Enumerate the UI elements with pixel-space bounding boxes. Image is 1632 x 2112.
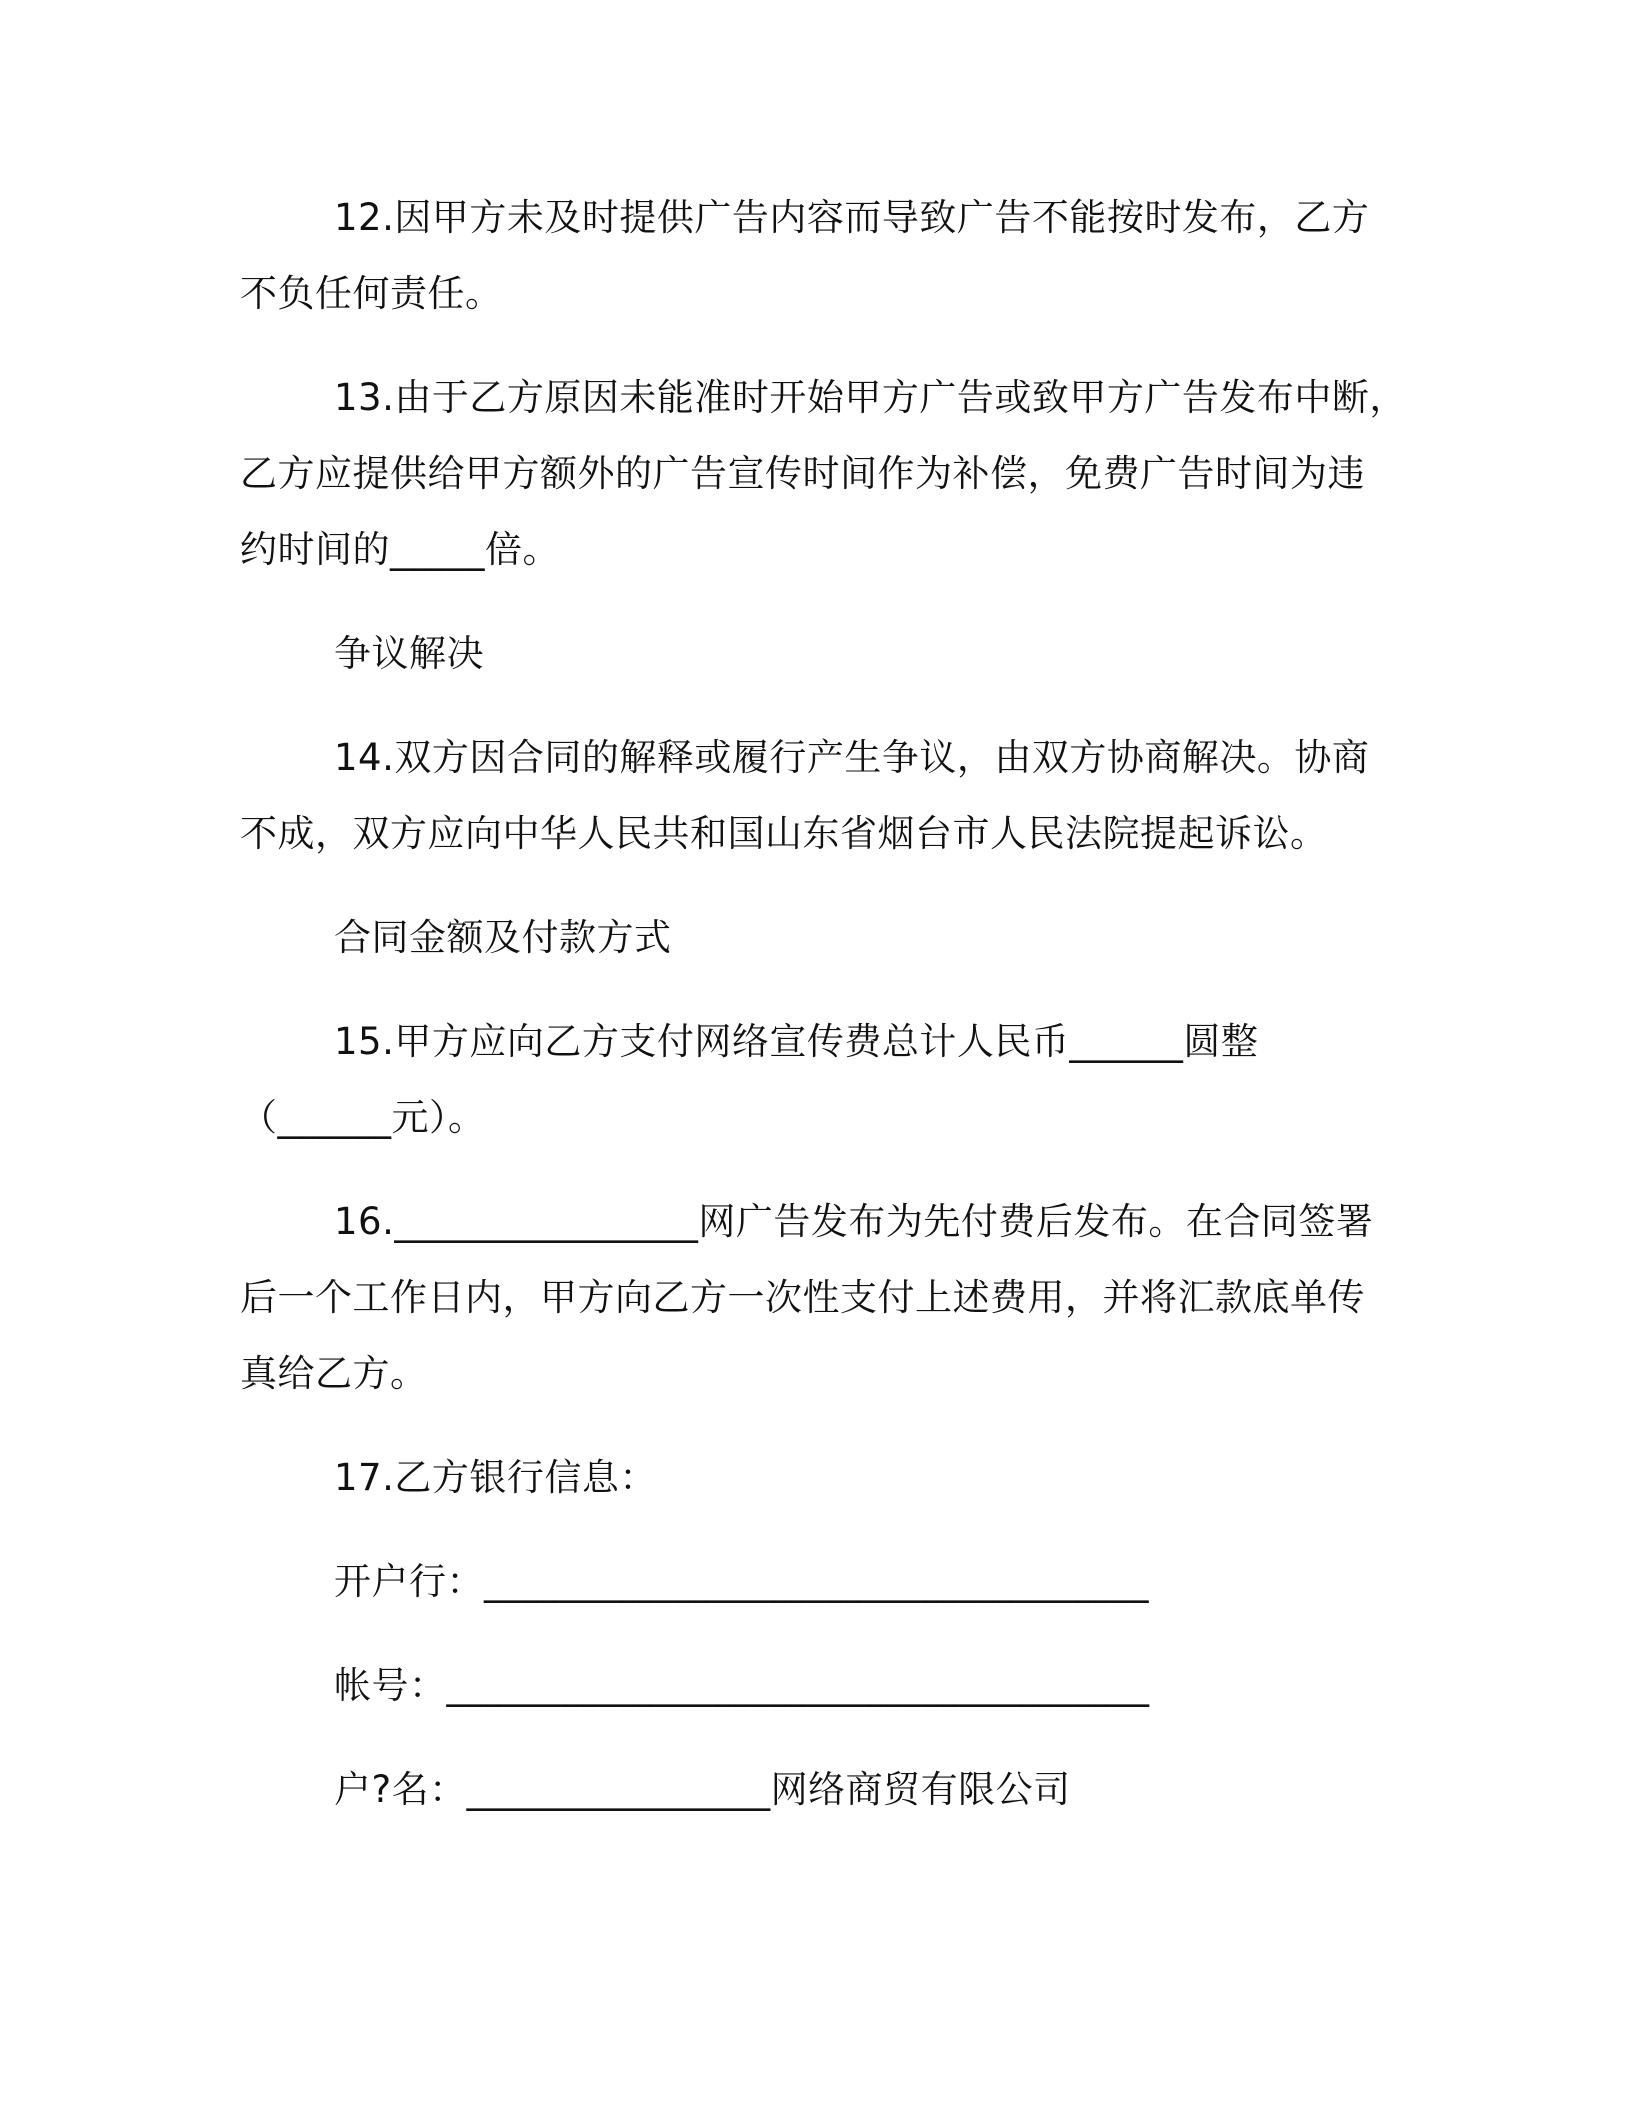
clause-13-line-3: 约时间的_____倍。 bbox=[240, 528, 560, 571]
clause-14-line-1: 14.双方因合同的解释或履行产生争议，由双方协商解决。协商 bbox=[334, 736, 1370, 779]
clause-16-line-1: 16.________________网广告发布为先付费后发布。在合同签署 bbox=[334, 1200, 1374, 1243]
bank-name-field: 开户行：___________________________________ bbox=[334, 1560, 1149, 1603]
heading-payment: 合同金额及付款方式 bbox=[334, 916, 672, 959]
clause-15-line-1: 15.甲方应向乙方支付网络宣传费总计人民币______圆整 bbox=[334, 1020, 1259, 1063]
clause-16-line-3: 真给乙方。 bbox=[240, 1352, 428, 1395]
clause-15-line-2: （______元）。 bbox=[240, 1096, 486, 1139]
clause-14-line-2: 不成，双方应向中华人民共和国山东省烟台市人民法院提起诉讼。 bbox=[240, 812, 1328, 855]
clause-16-line-2: 后一个工作日内，甲方向乙方一次性支付上述费用，并将汇款底单传 bbox=[240, 1276, 1365, 1319]
account-number-field: 帐号：_____________________________________ bbox=[334, 1664, 1150, 1707]
account-holder-field: 户?名：________________网络商贸有限公司 bbox=[334, 1768, 1071, 1811]
heading-dispute-resolution: 争议解决 bbox=[334, 632, 484, 675]
clause-17-title: 17.乙方银行信息： bbox=[334, 1456, 657, 1499]
clause-13-line-2: 乙方应提供给甲方额外的广告宣传时间作为补偿，免费广告时间为违 bbox=[240, 452, 1365, 495]
clause-12-line-2: 不负任何责任。 bbox=[240, 272, 503, 315]
clause-13-line-1: 13.由于乙方原因未能准时开始甲方广告或致甲方广告发布中断， bbox=[334, 376, 1407, 419]
clause-12-line-1: 12.因甲方未及时提供广告内容而导致广告不能按时发布，乙方 bbox=[334, 196, 1370, 239]
